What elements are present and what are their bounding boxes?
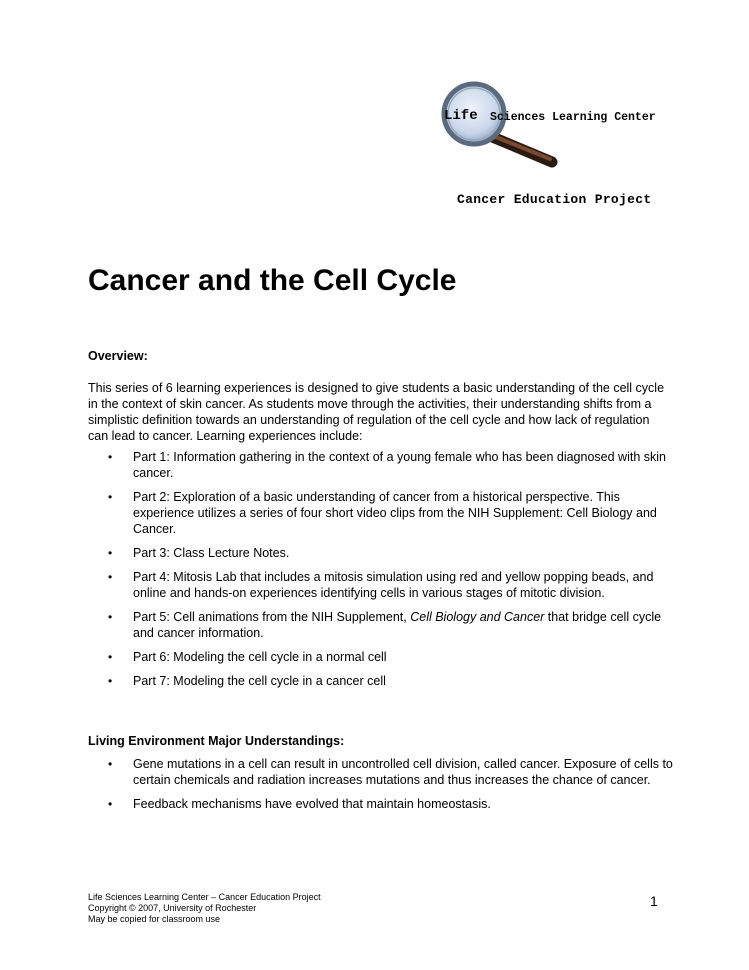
list-item-understanding-1 (88, 756, 673, 788)
list-item-part-3 (88, 545, 673, 561)
bullet-icon: • (108, 570, 113, 584)
list-item-text-end: that bridge cell cycle and cancer information. (133, 610, 662, 640)
page-footer (88, 892, 321, 925)
list-item-part-4 (88, 569, 673, 601)
page-number: 1 (650, 893, 658, 909)
footer-line-3: May be copied for classroom use (88, 914, 221, 924)
logo-sciences-text: Sciences Learning Center (490, 111, 656, 124)
list-item-text: Part 6: Modeling the cell cycle in a normal cell (133, 650, 387, 664)
footer-line-1: Life Sciences Learning Center – Cancer Education Project (88, 892, 321, 902)
list-item-part-2 (88, 489, 673, 537)
list-item-part-1 (88, 449, 673, 481)
bullet-icon: • (108, 674, 113, 688)
list-item-text: Part 3: Class Lecture Notes. (133, 546, 290, 560)
bullet-icon: • (108, 650, 113, 664)
living-environment-heading: Living Environment Major Understandings: (88, 734, 345, 748)
project-name: Cancer Education Project (457, 192, 652, 207)
magnifying-glass-icon (438, 74, 688, 174)
list-item-part-6 (88, 649, 673, 665)
list-item-text-start: Part 5: Cell animations from the NIH Supplement, (133, 610, 411, 624)
major-understandings-list (88, 756, 673, 820)
overview-heading: Overview: (88, 349, 148, 363)
list-item-text: Part 7: Modeling the cell cycle in a cancer cell (133, 674, 386, 688)
list-item-part-7 (88, 673, 673, 689)
logo-life-text: Life (444, 108, 478, 124)
list-item-understanding-2 (88, 796, 673, 812)
bullet-icon: • (108, 450, 113, 464)
list-item-text: Part 1: Information gathering in the context of a young female who has been diagnosed with skin cancer. (133, 450, 666, 480)
list-item-part-5 (88, 609, 673, 641)
bullet-icon: • (108, 757, 113, 771)
bullet-icon: • (108, 546, 113, 560)
footer-line-2: Copyright © 2007, University of Rochester (88, 903, 257, 913)
list-item-text: Part 4: Mitosis Lab that includes a mitosis simulation using red and yellow popping beads, and online and hands-on experiences identifying cells in various stages of mitotic division. (133, 570, 654, 600)
life-sciences-logo (438, 74, 688, 174)
list-item-text: Gene mutations in a cell can result in uncontrolled cell division, called cancer. Exposure of cells to certain chemicals and radiation increases mutations and thus increases the chance of cancer. (133, 757, 673, 787)
overview-intro: This series of 6 learning experiences is designed to give students a basic understanding of the cell cycle in the context of skin cancer. As students move through the activities, their understanding shifts from a simplistic definition towards an understanding of regulation of the cell cycle and how lack of regulation can lead to cancer. Learning experiences include: (88, 381, 665, 443)
bullet-icon: • (108, 797, 113, 811)
page-title: Cancer and the Cell Cycle (88, 264, 457, 297)
learning-experiences-list (88, 449, 673, 697)
list-item-text: Part 2: Exploration of a basic understanding of cancer from a historical perspective. This experience utilizes a series of four short video clips from the NIH Supplement: Cell Biology and Cancer. (133, 490, 657, 536)
supplement-title: Cell Biology and Cancer (410, 610, 545, 624)
bullet-icon: • (108, 490, 113, 504)
bullet-icon: • (108, 610, 113, 624)
list-item-text: Feedback mechanisms have evolved that maintain homeostasis. (133, 797, 491, 811)
